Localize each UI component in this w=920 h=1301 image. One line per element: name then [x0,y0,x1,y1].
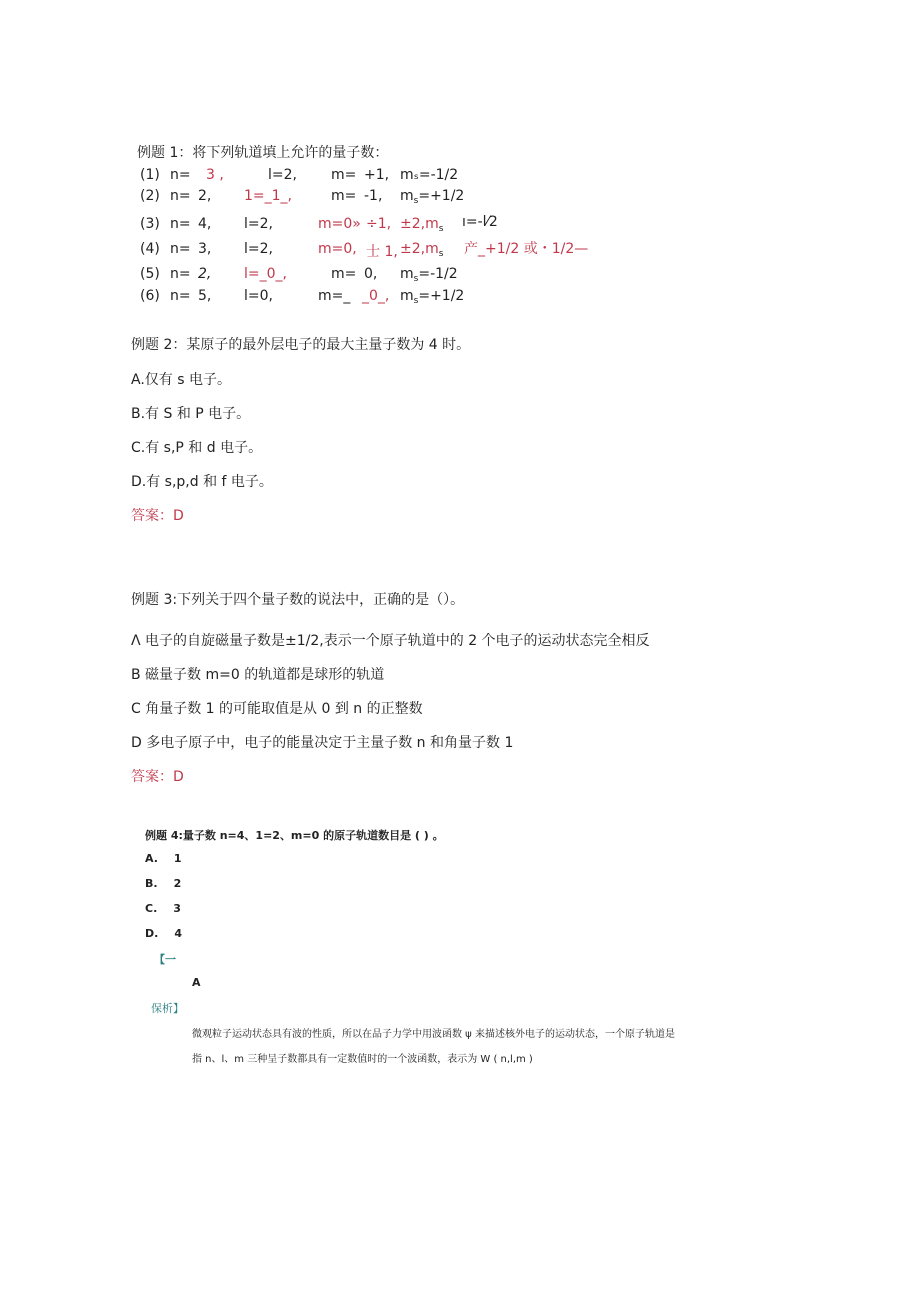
l-value: 1=_1_, [244,188,292,204]
m-label: m= [331,188,357,204]
ex4-answer-tag: 【一 [154,953,176,966]
row-index: (2) [140,188,160,204]
l-value: l=2, [244,216,273,232]
ms-value: 产_+1/2 或・1/2— [464,241,589,257]
ex4-question: 例题 4:量子数 n=4、1=2、m=0 的原子轨道数目是 ( ) 。 [145,829,444,842]
n-value: 5, [198,288,212,304]
ex2-answer: 答案：D [131,508,184,524]
ex4-analysis-line-1: 微观粒子运动状态具有波的性质，所以在品子力学中用波函数 ψ 来描述核外电子的运动状态，一个原子轨道是 [192,1029,675,1040]
n-value: 3 , [206,167,224,183]
row-index: (4) [140,241,160,257]
ms-value: $m_s=+1/2$ [400,288,465,306]
ex3-question: 例题 3:下列关于四个量子数的说法中，正确的是（）。 [131,592,465,608]
ms-value: ı=-l⁄2 [462,214,498,230]
m-value: _0_, [362,288,390,304]
n-value: 2, [198,266,212,282]
list-item: A. 1 [145,852,182,865]
ex4-answer: A [192,976,201,989]
list-item: D. 4 [145,927,182,940]
row-index: (3) [140,216,160,232]
n-value: 3, [198,241,212,257]
m-value-2: $\pm 2,m_s$ [400,216,444,234]
m-label: m=0» [318,216,361,232]
ex3-option-b: B 磁量子数 m=0 的轨道都是球形的轨道 [131,667,385,683]
m-value: 0, [364,266,378,282]
n-label: n= [170,266,191,282]
l-value: l=0, [244,288,273,304]
n-label: n= [170,188,191,204]
list-item: C. 3 [145,902,181,915]
m-value: -1, [364,188,383,204]
ms-value: $m_s=+1/2$ [400,188,465,206]
ex2-option-c: C.有 s,P 和 d 电子。 [131,440,263,456]
ex4-analysis-line-2: 指 n、l、m 三种呈子数都具有一定数值时的一个波函数，表示为 W ( n,l,m ) [192,1054,533,1065]
n-value: 2, [198,188,212,204]
m-label: m=_ [318,288,351,304]
ex1-title: 例题 1：将下列轨道填上允许的量子数： [137,145,389,161]
m-value: ÷1, [366,216,392,232]
m-value: +1, [364,167,390,183]
m-value: 士 1, [366,244,398,260]
list-item: B. 2 [145,877,182,890]
row-index: (1) [140,167,160,183]
row-index: (6) [140,288,160,304]
ex3-option-a: Λ 电子的自旋磁量子数是±1/2,表示一个原子轨道中的 2 个电子的运动状态完全相反 [131,633,650,649]
ex3-option-d: D 多电子原子中，电子的能量决定于主量子数 n 和角量子数 1 [131,735,514,751]
row-index: (5) [140,266,160,282]
n-value: 4, [198,216,212,232]
n-label: n= [170,241,191,257]
ex3-answer: 答案：D [131,769,184,785]
ex2-option-d: D.有 s,p,d 和 f 电子。 [131,474,273,490]
l-value: l=2, [268,167,297,183]
n-label: n= [170,288,191,304]
ex2-option-b: B.有 S 和 P 电子。 [131,406,251,422]
ms-value: mₛ=-1/2 [400,167,459,183]
n-label: n= [170,216,191,232]
ex2-question: 例题 2：某原子的最外层电子的最大主量子数为 4 时。 [131,337,471,353]
m-value-2: $\pm 2,m_s$ [400,241,444,259]
m-label: m=0, [318,241,357,257]
m-label: m= [331,167,357,183]
ms-value: $m_s=-1/2$ [400,266,458,284]
n-label: n= [170,167,191,183]
l-value: l=_0_, [244,266,287,282]
ex4-analysis-tag: 保析】 [151,1002,184,1015]
ex3-option-c: C 角量子数 1 的可能取值是从 0 到 n 的正整数 [131,701,423,717]
m-label: m= [331,266,357,282]
l-value: l=2, [244,241,273,257]
ex2-option-a: A.仅有 s 电子。 [131,372,231,388]
